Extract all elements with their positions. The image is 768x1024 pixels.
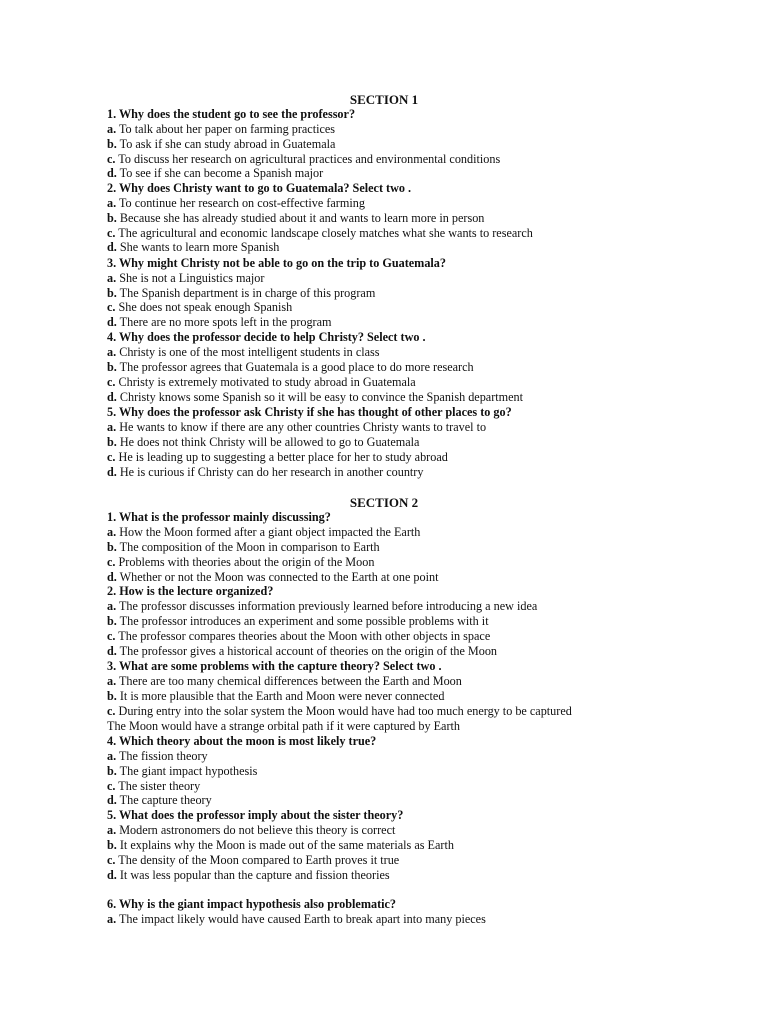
option-1-3-b: b. The Spanish department is in charge of this program	[107, 286, 376, 300]
question-1-1: 1. Why does the student go to see the professor?	[107, 107, 356, 121]
question-2-1: 1. What is the professor mainly discussing?	[107, 510, 331, 524]
option-1-3-a: a. She is not a Linguistics major	[107, 271, 265, 285]
section-1-title: SECTION 1	[349, 92, 419, 107]
option-2-2-c: c. The professor compares theories about the Moon with other objects in space	[107, 629, 491, 643]
option-2-3-c: c. During entry into the solar system the Moon would have had too much energy to be captured	[107, 704, 572, 718]
option-1-2-b: b. Because she has already studied about it and wants to learn more in person	[107, 211, 485, 225]
option-2-5-d: d. It was less popular than the capture and fission theories	[107, 868, 390, 882]
option-2-4-b: b. The giant impact hypothesis	[107, 764, 258, 778]
option-2-1-b: b. The composition of the Moon in comparison to Earth	[107, 540, 380, 554]
option-2-2-b: b. The professor introduces an experiment and some possible problems with it	[107, 614, 489, 628]
question-1-4: 4. Why does the professor decide to help Christy? Select two .	[107, 330, 426, 344]
question-2-6: 6. Why is the giant impact hypothesis also problematic?	[107, 897, 397, 911]
question-2-4: 4. Which theory about the moon is most likely true?	[107, 734, 377, 748]
option-2-3-b: b. It is more plausible that the Earth and Moon were never connected	[107, 689, 445, 703]
option-1-1-b: b. To ask if she can study abroad in Guatemala	[107, 137, 336, 151]
question-1-5: 5. Why does the professor ask Christy if she has thought of other places to go?	[107, 405, 512, 419]
section-2-title: SECTION 2	[349, 495, 419, 510]
option-2-4-d: d. The capture theory	[107, 793, 212, 807]
option-1-2-a: a. To continue her research on cost-effective farming	[107, 196, 365, 210]
option-1-1-c: c. To discuss her research on agricultural practices and environmental conditions	[107, 152, 501, 166]
option-2-5-a: a. Modern astronomers do not believe this theory is correct	[107, 823, 396, 837]
option-1-4-b: b. The professor agrees that Guatemala is a good place to do more research	[107, 360, 474, 374]
option-1-4-d: d. Christy knows some Spanish so it will be easy to convince the Spanish department	[107, 390, 524, 404]
option-2-4-c: c. The sister theory	[107, 779, 201, 793]
option-2-1-c: c. Problems with theories about the origin of the Moon	[107, 555, 375, 569]
option-2-3-d: The Moon would have a strange orbital path if it were captured by Earth	[107, 719, 460, 733]
option-2-2-d: d. The professor gives a historical account of theories on the origin of the Moon	[107, 644, 498, 658]
option-1-5-b: b. He does not think Christy will be allowed to go to Guatemala	[107, 435, 420, 449]
question-1-2: 2. Why does Christy want to go to Guatemala? Select two .	[107, 181, 412, 195]
question-2-2: 2. How is the lecture organized?	[107, 584, 274, 598]
option-2-5-b: b. It explains why the Moon is made out of the same materials as Earth	[107, 838, 454, 852]
option-1-5-d: d. He is curious if Christy can do her research in another country	[107, 465, 424, 479]
option-2-5-c: c. The density of the Moon compared to Earth proves it true	[107, 853, 400, 867]
option-2-4-a: a. The fission theory	[107, 749, 208, 763]
option-1-4-a: a. Christy is one of the most intelligent students in class	[107, 345, 380, 359]
option-1-1-d: d. To see if she can become a Spanish major	[107, 166, 324, 180]
option-2-1-d: d. Whether or not the Moon was connected to the Earth at one point	[107, 570, 439, 584]
option-1-1-a: a. To talk about her paper on farming practices	[107, 122, 336, 136]
option-1-5-c: c. He is leading up to suggesting a better place for her to study abroad	[107, 450, 448, 464]
option-2-3-a: a. There are too many chemical differences between the Earth and Moon	[107, 674, 462, 688]
question-2-3: 3. What are some problems with the capture theory? Select two .	[107, 659, 442, 673]
option-1-5-a: a. He wants to know if there are any other countries Christy wants to travel to	[107, 420, 487, 434]
question-2-5: 5. What does the professor imply about the sister theory?	[107, 808, 404, 822]
option-2-2-a: a. The professor discusses information previously learned before introducing a new idea	[107, 599, 538, 613]
option-1-4-c: c. Christy is extremely motivated to study abroad in Guatemala	[107, 375, 416, 389]
option-1-2-c: c. The agricultural and economic landscape closely matches what she wants to research	[107, 226, 533, 240]
question-1-3: 3. Why might Christy not be able to go on the trip to Guatemala?	[107, 256, 446, 270]
option-1-3-d: d. There are no more spots left in the program	[107, 315, 332, 329]
option-1-2-d: d. She wants to learn more Spanish	[107, 240, 280, 254]
option-1-3-c: c. She does not speak enough Spanish	[107, 300, 293, 314]
option-2-6-a: a. The impact likely would have caused Earth to break apart into many pieces	[107, 912, 486, 926]
option-2-1-a: a. How the Moon formed after a giant object impacted the Earth	[107, 525, 421, 539]
